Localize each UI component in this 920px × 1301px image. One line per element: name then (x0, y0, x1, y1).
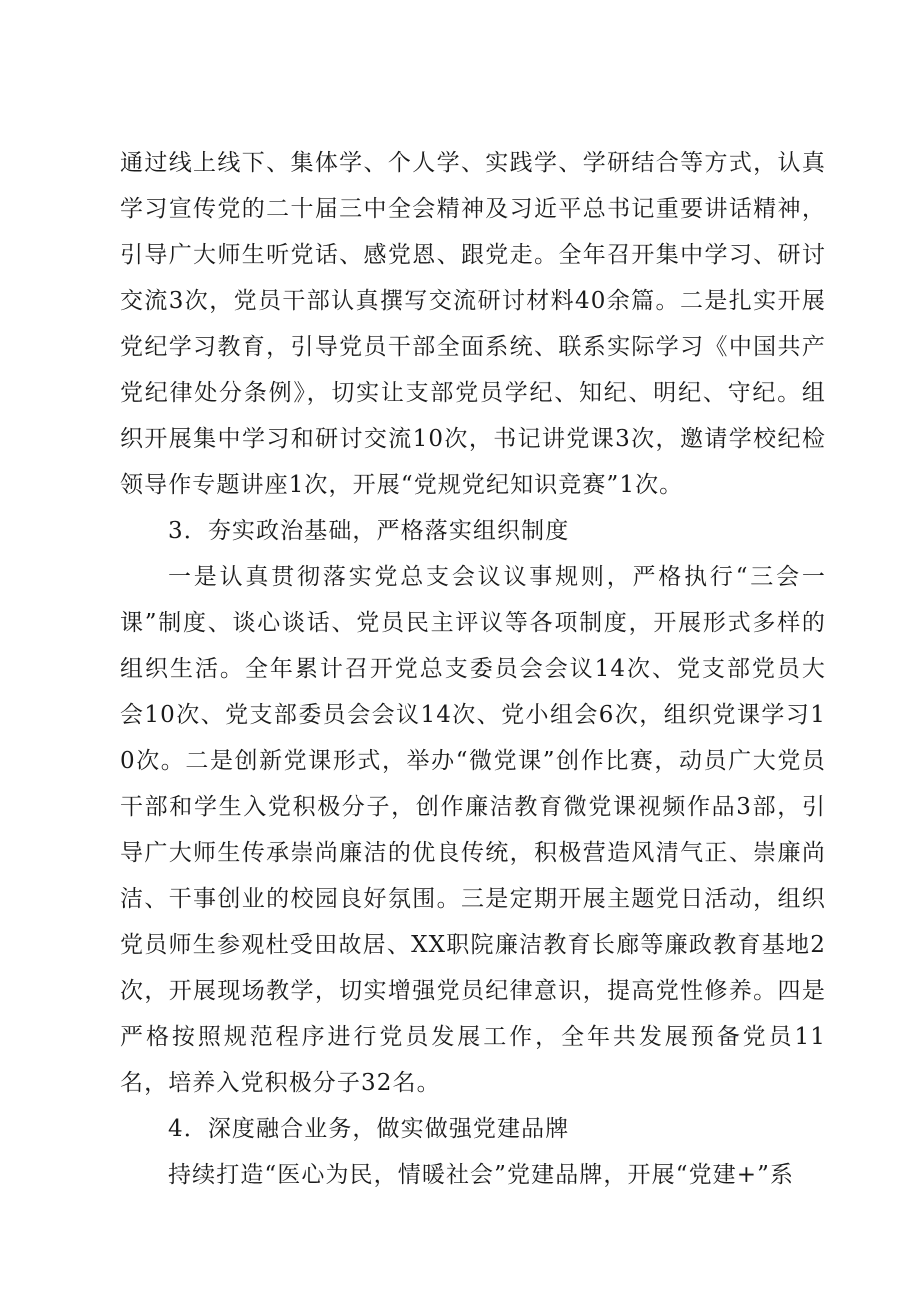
section-heading-3: 3．夯实政治基础，严格落实组织制度 (168, 518, 570, 544)
paragraph-organization-system: 一是认真贯彻落实党总支会议议事规则，严格执行“三会一课”制度、谈心谈话、党员民主评议等各项制度，开展形式多样的组织生活。全年累计召开党总支委员会会议14次、党支部党员大会10次、党支部委员会会议14次、党小组会6次，组织党课学习10次。二是创新党课形式，举办“微党课”创作比赛，动员广大党员干部和学生入党积极分子，创作廉洁教育微党课视频作品3部，引导广大师生传承崇尚廉洁的优良传统，积极营造风清气正、崇廉尚洁、干事创业的校园良好氛围。三是定期开展主题党日活动，组织党员师生参观杜受田故居、XX职院廉洁教育长廊等廉政教育基地2次，开展现场教学，切实增强党员纪律意识，提高党性修养。四是严格按照规范程序进行党员发展工作，全年共发展预备党员11名，培养入党积极分子32名。 (120, 564, 826, 1096)
document-body (120, 140, 826, 1198)
paragraph-study-education: 通过线上线下、集体学、个人学、实践学、学研结合等方式，认真学习宣传党的二十届三中全会精神及习近平总书记重要讲话精神，引导广大师生听党话、感党恩、跟党走。全年召开集中学习、研讨交流3次，党员干部认真撰写交流研讨材料40余篇。二是扎实开展党纪学习教育，引导党员干部全面系统、联系实际学习《中国共产党纪律处分条例》，切实让支部党员学纪、知纪、明纪、守纪。组织开展集中学习和研讨交流10次，书记讲党课3次，邀请学校纪检领导作专题讲座1次，开展“党规党纪知识竞赛”1次。 (120, 150, 826, 498)
paragraph-party-brand: 持续打造“医心为民，情暖社会”党建品牌，开展“党建+”系 (168, 1162, 795, 1188)
section-heading-4: 4．深度融合业务，做实做强党建品牌 (168, 1116, 570, 1142)
